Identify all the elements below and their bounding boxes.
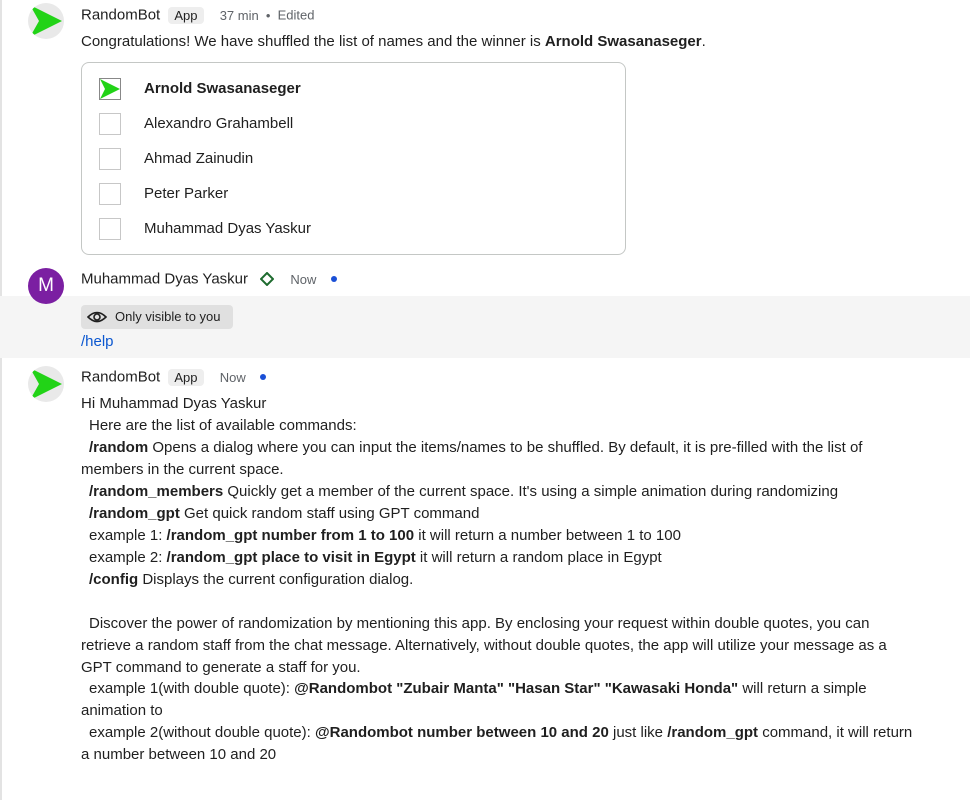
checkbox[interactable]: [99, 113, 121, 135]
example-1: [89, 525, 681, 547]
example-desc: it will return a number between 1 to 100: [414, 527, 681, 544]
bot-avatar[interactable]: [28, 3, 64, 39]
list-item: [99, 218, 599, 242]
example-desc: will return a simple: [738, 680, 867, 697]
example-command: /random_gpt place to visit in Egypt: [166, 549, 416, 566]
checkbox[interactable]: [99, 148, 121, 170]
example-command: /random_gpt number from 1 to 100: [166, 527, 415, 544]
paragraph-line: Discover the power of randomization by mentioning this app. By enclosing your request within double quotes, you can: [89, 615, 870, 632]
command-desc: Displays the current configuration dialog.: [138, 571, 414, 588]
command-random-members: [89, 481, 838, 503]
help-command-link[interactable]: /help: [81, 333, 114, 350]
diamond-icon: [260, 272, 274, 286]
paragraph-line: retrieve a random staff from the chat message. Alternatively, without double quotes, the app will utilize your message as a: [81, 637, 887, 654]
winner-name: Arnold Swasanaseger: [544, 33, 702, 50]
checkbox[interactable]: [99, 183, 121, 205]
example-text: just like: [608, 724, 668, 741]
list-item-label: Ahmad Zainudin: [144, 150, 254, 167]
list-item-label: Muhammad Dyas Yaskur: [144, 220, 312, 237]
command-desc: Quickly get a member of the current space. It's using a simple animation during randomizing: [223, 483, 839, 500]
command-random-cont: members in the current space.: [81, 461, 284, 478]
mention-example-1-cont: animation to: [81, 702, 163, 719]
edited-label: Edited: [277, 7, 315, 23]
example-prefix: example 2(without double quote):: [89, 724, 315, 741]
bot-avatar[interactable]: [28, 366, 64, 402]
list-item: [99, 113, 599, 137]
list-item-label: Arnold Swasanaseger: [144, 80, 301, 97]
timestamp: Now: [290, 271, 317, 287]
example-prefix: example 1:: [89, 527, 167, 544]
timestamp: 37 min: [219, 7, 259, 23]
example-prefix: example 1(with double quote):: [89, 680, 295, 697]
app-badge: App: [168, 7, 203, 24]
command-desc: Opens a dialog where you can input the items/names to be shuffled. By default, it is pre-filled with the list of: [148, 439, 863, 456]
user-avatar[interactable]: [28, 268, 64, 304]
example-command: /random_gpt: [667, 724, 759, 741]
command-random: [89, 437, 862, 459]
unread-dot: [331, 276, 337, 282]
example-desc: it will return a random place in Egypt: [415, 549, 662, 566]
example-command: @Randombot "Zubair Manta" "Hasan Star" "Kawasaki Honda": [294, 680, 739, 697]
command-name: /random: [89, 439, 149, 456]
list-item-label: Alexandro Grahambell: [144, 115, 294, 132]
list-item: [99, 183, 599, 207]
message-randombot-result: [0, 0, 970, 260]
list-item: [99, 78, 599, 102]
eye-icon: [87, 308, 107, 326]
sender-name[interactable]: RandomBot: [81, 368, 161, 386]
green-arrow-icon: [99, 78, 121, 100]
checkbox[interactable]: [99, 218, 121, 240]
list-item-label: Peter Parker: [144, 185, 229, 202]
text-part: .: [701, 33, 706, 50]
message-text: [81, 31, 706, 53]
command-desc: Get quick random staff using GPT command: [179, 505, 480, 522]
timestamp: Now: [219, 369, 246, 385]
example-2: [89, 547, 662, 569]
separator: •: [265, 7, 271, 23]
example-prefix: example 2:: [89, 549, 167, 566]
example-desc: command, it will return: [758, 724, 913, 741]
intro-text: Here are the list of available commands:: [89, 417, 357, 434]
mention-example-1: [89, 678, 867, 700]
winner-checkbox[interactable]: [99, 78, 121, 100]
visibility-chip: [81, 305, 233, 329]
mention-example-2-cont: a number between 10 and 20: [81, 746, 277, 763]
sender-name[interactable]: RandomBot: [81, 6, 161, 24]
green-arrow-icon: [28, 366, 64, 402]
sender-name[interactable]: Muhammad Dyas Yaskur: [81, 270, 249, 288]
greeting: Hi Muhammad Dyas Yaskur: [81, 395, 267, 412]
unread-dot: [260, 374, 266, 380]
mention-example-2: [89, 722, 912, 744]
green-arrow-icon: [28, 3, 64, 39]
shuffle-result-card: [81, 62, 626, 255]
command-name: /random_gpt: [89, 505, 180, 522]
app-badge: App: [168, 369, 203, 386]
command-random-gpt: [89, 503, 479, 525]
paragraph-line: GPT command to generate a staff for you.: [81, 659, 361, 676]
avatar-letter: M: [28, 268, 64, 304]
text-part: Congratulations! We have shuffled the list of names and the winner is: [81, 33, 545, 50]
command-name: /random_members: [89, 483, 224, 500]
command-name: /config: [89, 571, 139, 588]
example-command: @Randombot number between 10 and 20: [314, 724, 609, 741]
visibility-label: Only visible to you: [115, 309, 221, 324]
command-config: [89, 569, 413, 591]
list-item: [99, 148, 599, 172]
